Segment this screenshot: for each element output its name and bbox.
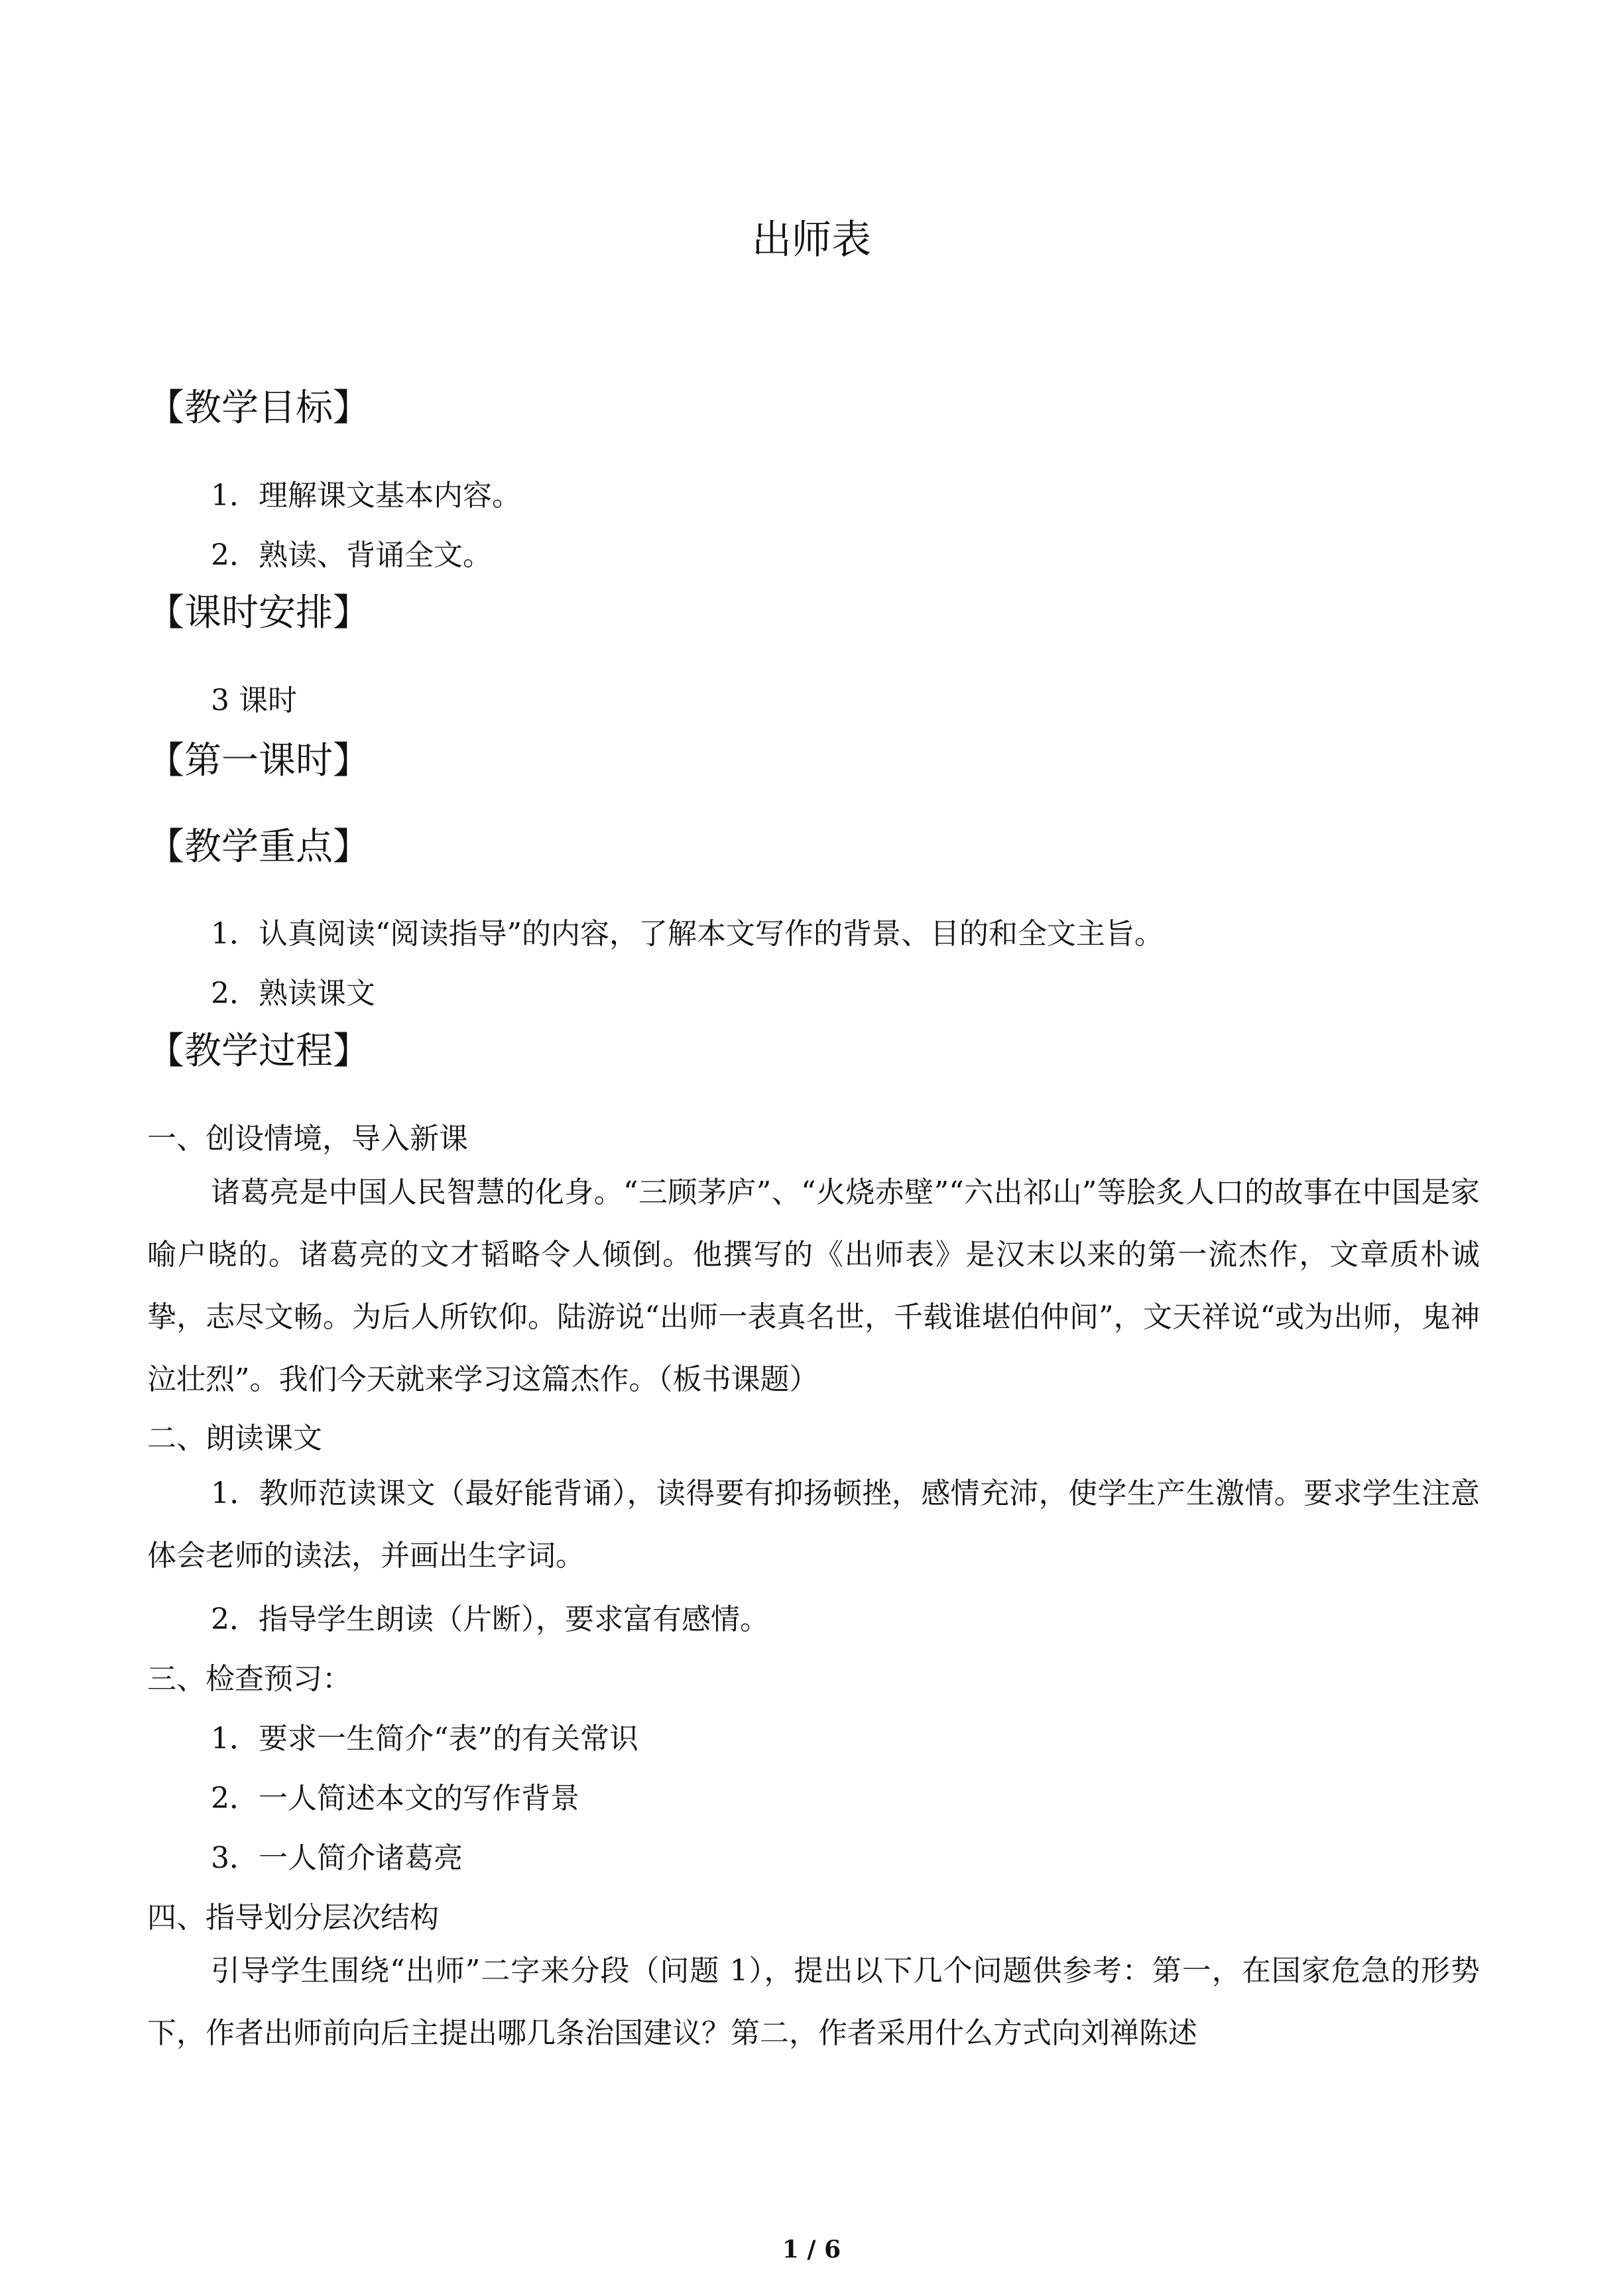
objectives-heading: 【教学目标】 bbox=[147, 387, 370, 430]
process-heading: 【教学过程】 bbox=[147, 1030, 370, 1073]
document-title: 出师表 bbox=[752, 217, 871, 263]
step1-paragraph: 诸葛亮是中国人民智慧的化身。“三顾茅庐”、“火烧赤壁”“六出祁山”等脍炙人口的故事在中国是家喻户晓的。诸葛亮的文才韬略令人倾倒。他撰写的《出师表》是汉末以来的第一流杰作，文章质朴诚挚，志尽文畅。为后人所钦仰。陆游说“出师一表真名世，千载谁堪伯仲间”，文天祥说“或为出师，鬼神泣壮烈”。我们今天就来学习这篇杰作。（板书课题） bbox=[147, 1176, 1480, 1396]
step2-item-2: 2．指导学生朗读（片断），要求富有感情。 bbox=[211, 1602, 769, 1636]
step2-paragraph: 1．教师范读课文（最好能背诵），读得要有抑扬顿挫，感情充沛，使学生产生激情。要求学生注意体会老师的读法，并画出生字词。 bbox=[147, 1477, 1480, 1573]
step3-item-2: 2．一人简述本文的写作背景 bbox=[211, 1782, 579, 1815]
page-number: 1 / 6 bbox=[782, 2236, 841, 2264]
objective-item-1: 1．理解课文基本内容。 bbox=[211, 479, 521, 513]
step3-item-1: 1．要求一生简介“表”的有关常识 bbox=[211, 1722, 638, 1756]
step4-title: 四、指导划分层次结构 bbox=[147, 1901, 439, 1935]
step3-item-3: 3．一人简介诸葛亮 bbox=[211, 1841, 463, 1875]
step3-title: 三、检查预习： bbox=[147, 1662, 351, 1696]
step2-title: 二、朗读课文 bbox=[147, 1421, 322, 1455]
step1-title: 一、创设情境，导入新课 bbox=[147, 1122, 468, 1156]
first-lesson-heading: 【第一课时】 bbox=[147, 739, 370, 782]
schedule-heading: 【课时安排】 bbox=[147, 591, 370, 634]
step4-paragraph: 引导学生围绕“出师”二字来分段（问题 1），提出以下几个问题供参考：第一，在国家危急的形势下，作者出师前向后主提出哪几条治国建议？第二，作者采用什么方式向刘禅陈述 bbox=[147, 1954, 1480, 2050]
key-point-item-2: 2．熟读课文 bbox=[211, 977, 375, 1010]
objective-item-2: 2．熟读、背诵全文。 bbox=[211, 538, 492, 572]
key-points-heading: 【教学重点】 bbox=[147, 825, 370, 869]
key-point-item-1: 1．认真阅读“阅读指导”的内容，了解本文写作的背景、目的和全文主旨。 bbox=[211, 917, 1164, 951]
schedule-text: 3 课时 bbox=[211, 684, 297, 717]
